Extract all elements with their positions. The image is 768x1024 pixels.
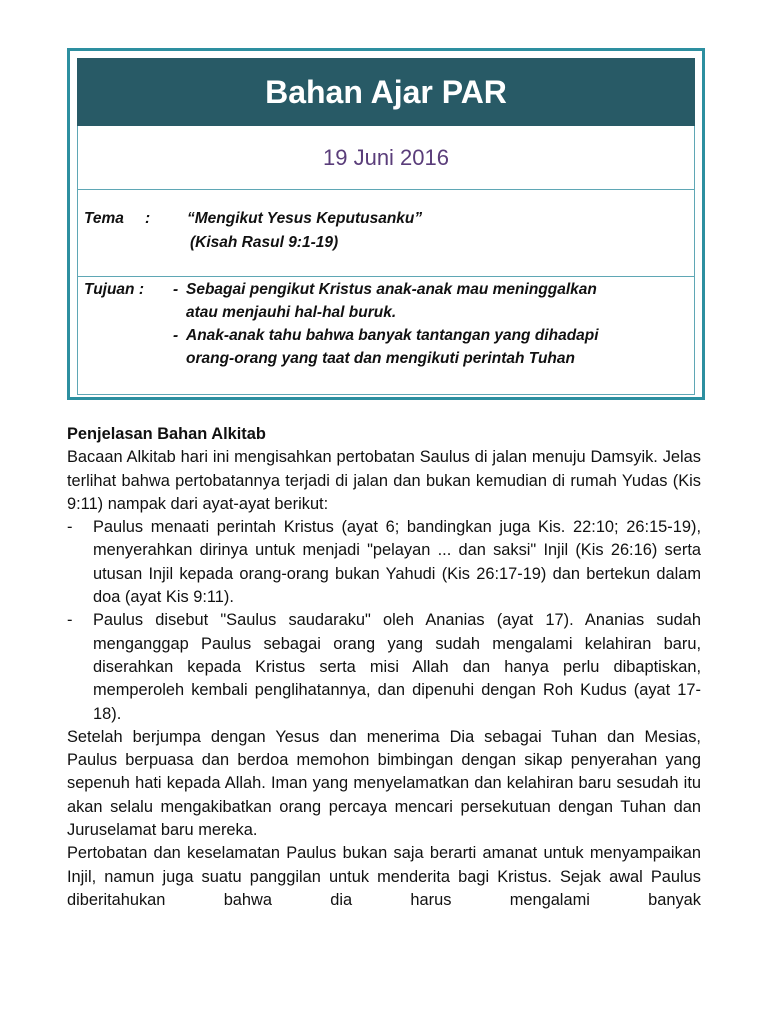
tema-label: Tema	[84, 210, 124, 227]
lesson-header-box	[67, 48, 705, 400]
lesson-date: 19 Juni 2016	[77, 126, 695, 190]
tema-colon: :	[145, 210, 151, 227]
bullet-item	[67, 516, 701, 609]
tujuan-item-line: atau menjauhi hal-hal buruk.	[186, 304, 397, 321]
tema-text: “Mengikut Yesus Keputusanku”	[187, 210, 423, 227]
bullet-text: Paulus menaati perintah Kristus (ayat 6; bandingkan juga Kis. 22:10; 26:15-19), menyerahkan dirinya untuk menjadi "pelayan ... dan saksi" Injil (Kis 26:16) serta utusan Injil kepada orang-orang bukan Yahudi (Kis 26:17-19) dan bertekun dalam doa (ayat Kis 9:11).	[93, 518, 701, 607]
document-body	[67, 423, 701, 912]
tema-reference: (Kisah Rasul 9:1-19)	[190, 234, 339, 251]
bullet-dash: -	[67, 518, 73, 537]
tujuan-dash: -	[173, 327, 179, 344]
tujuan-item-line: Sebagai pengikut Kristus anak-anak mau meninggalkan	[186, 281, 597, 298]
tujuan-label: Tujuan :	[84, 281, 144, 298]
bullet-item	[67, 609, 701, 725]
bullet-dash: -	[67, 611, 73, 630]
tema-row	[77, 190, 695, 277]
tujuan-item-line: Anak-anak tahu bahwa banyak tantangan yang dihadapi	[186, 327, 599, 344]
intro-paragraph: Bacaan Alkitab hari ini mengisahkan pertobatan Saulus di jalan menuju Damsyik. Jelas terlihat bahwa pertobatannya terjadi di jalan dan bukan kemudian di rumah Yudas (Kis 9:11) nampak dari ayat-ayat berikut:	[67, 448, 701, 513]
document-title: Bahan Ajar PAR	[77, 58, 695, 126]
tujuan-row	[77, 277, 695, 395]
body-paragraph: Pertobatan dan keselamatan Paulus bukan saja berarti amanat untuk menyampaikan Injil, namun juga suatu panggilan untuk menderita bagi Kristus. Sejak awal Paulus diberitahukan bahwa dia harus mengalami banyak	[67, 844, 701, 909]
tujuan-item-line: orang-orang yang taat dan mengikuti perintah Tuhan	[186, 350, 575, 367]
bullet-text: Paulus disebut "Saulus saudaraku" oleh Ananias (ayat 17). Ananias sudah menganggap Paulus sebagai orang yang sudah mengalami kelahiran baru, diserahkan kepada Kristus serta misi Allah dan hanya perlu dibaptiskan, memperoleh kembali penglihatannya, dan dipenuhi dengan Roh Kudus (ayat 17-18).	[93, 611, 701, 723]
tujuan-dash: -	[173, 281, 179, 298]
section-heading: Penjelasan Bahan Alkitab	[67, 425, 266, 443]
body-paragraph: Setelah berjumpa dengan Yesus dan menerima Dia sebagai Tuhan dan Mesias, Paulus berpuasa dan berdoa memohon bimbingan dengan sikap penyerahan yang sepenuh hati kepada Allah. Iman yang menyelamatkan dan kelahiran baru sesudah itu akan selalu mengakibatkan orang percaya mencari persekutuan dengan Tuhan dan Juruselamat baru mereka.	[67, 727, 701, 840]
